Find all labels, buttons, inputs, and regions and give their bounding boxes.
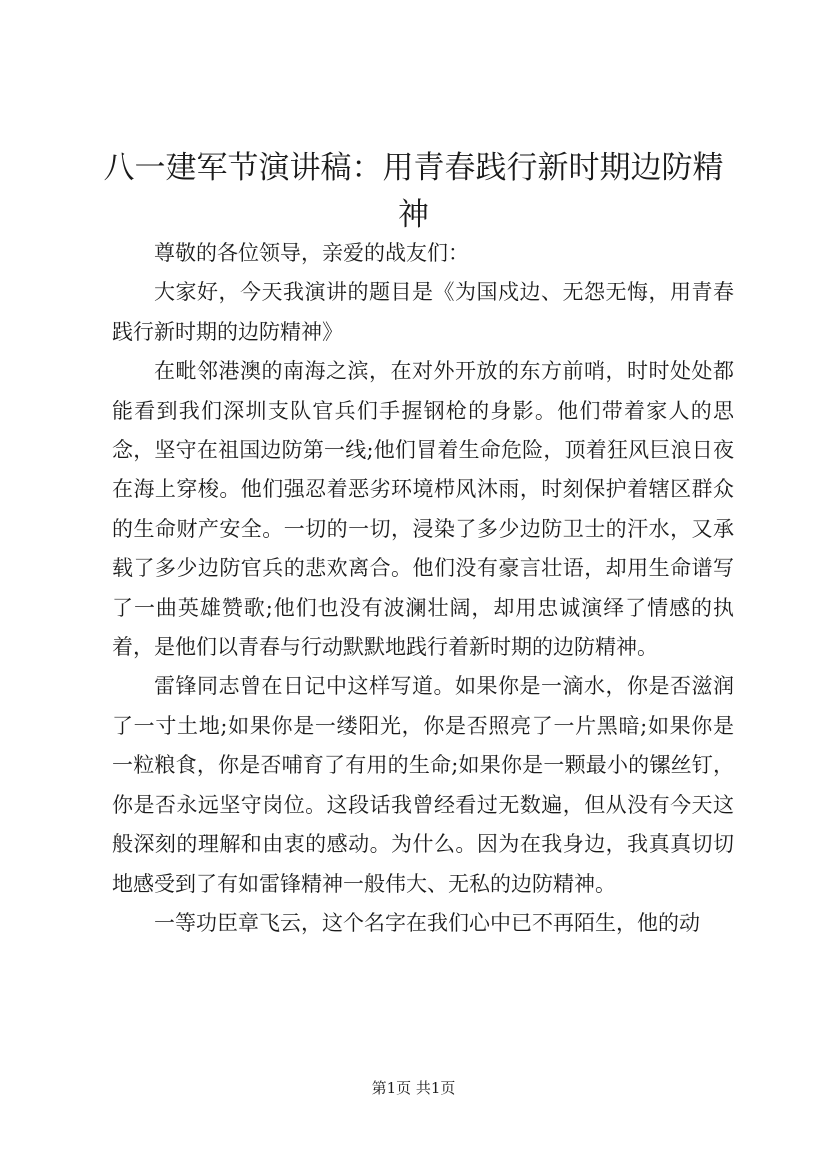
body-paragraph: 在毗邻港澳的南海之滨，在对外开放的东方前哨，时时处处都能看到我们深圳支队官兵们手握钢枪的身影。他们带着家人的思念，坚守在祖国边防第一线;他们冒着生命危险，顶着狂风巨浪日夜在海上穿梭。他们强忍着恶劣环境栉风沐雨，时刻保护着辖区群众的生命财产安全。一切的一切，浸染了多少边防卫士的汗水，又承载了多少边防官兵的悲欢离合。他们没有豪言壮语，却用生命谱写了一曲英雄赞歌;他们也没有波澜壮阔，却用忠诚演绎了情感的执着，是他们以青春与行动默默地践行着新时期的边防精神。 xyxy=(112,359,734,660)
salutation-paragraph: 尊敬的各位领导，亲爱的战友们： xyxy=(154,241,469,265)
document-body xyxy=(112,234,734,943)
document-title: 八一建军节演讲稿：用青春践行新时期边防精神 xyxy=(103,150,724,233)
body-paragraph: 一等功臣章飞云，这个名字在我们心中已不再陌生，他的动 xyxy=(154,910,700,935)
body-paragraph: 雷锋同志曾在日记中这样写道。如果你是一滴水，你是否滋润了一寸土地;如果你是一缕阳光，你是否照亮了一片黑暗;如果你是一粒粮食，你是否哺育了有用的生命;如果你是一颗最小的镙丝钉，你是否永远坚守岗位。这段话我曾经看过无数遍，但从没有今天这般深刻的理解和由衷的感动。为什么。因为在我身边，我真真切切地感受到了有如雷锋精神一般伟大、无私的边防精神。 xyxy=(112,674,734,896)
page-number-footer: 第1页 共1页 xyxy=(371,1079,456,1097)
intro-paragraph: 大家好，今天我演讲的题目是《为国戍边、无怨无悔，用青春践行新时期的边防精神》 xyxy=(112,280,734,344)
